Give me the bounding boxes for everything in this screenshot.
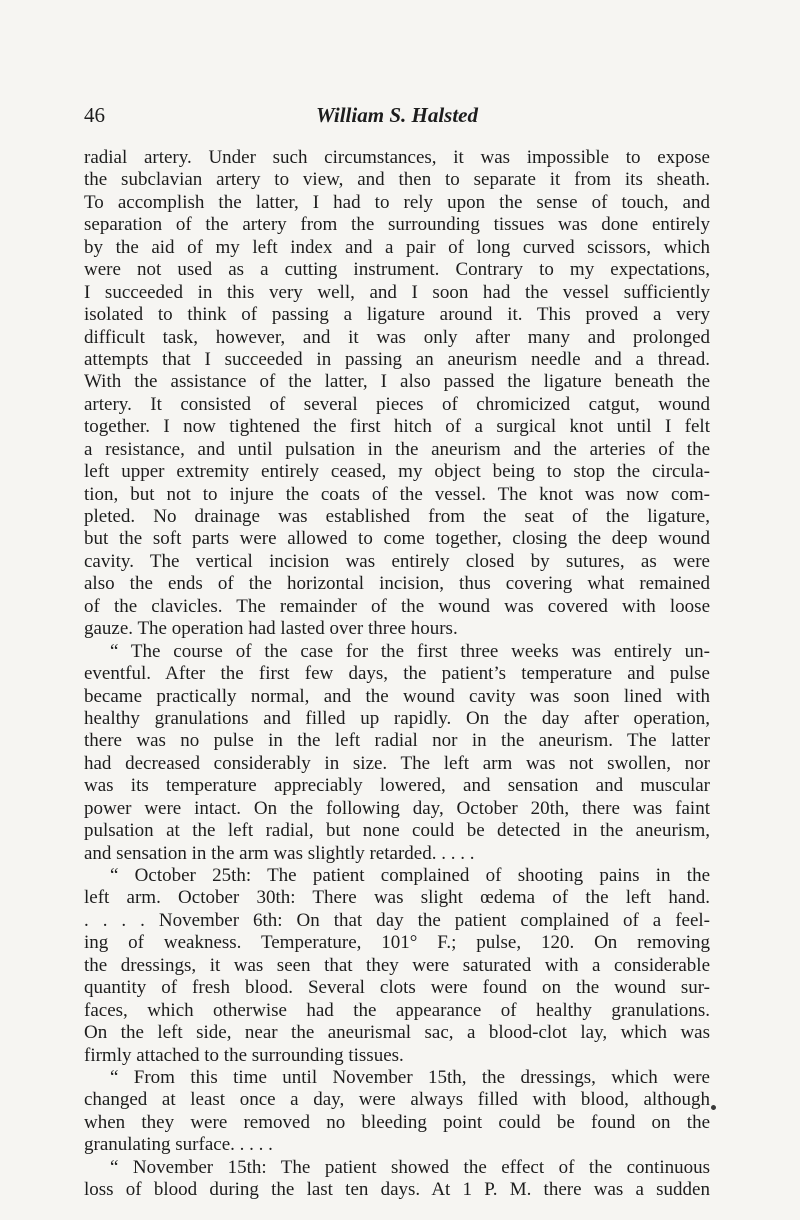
text-line: healthy granulations and filled up rapidly. On the day after operation, [84,707,710,729]
page-header [84,102,710,132]
text-line: changed at least once a day, were always filled with blood, although [84,1089,710,1111]
text-line: artery. It consisted of several pieces of chromicized catgut, wound [84,393,710,415]
text-line: radial artery. Under such circumstances, it was impossible to expose [84,147,710,168]
paragraph-start-line: “ October 25th: The patient complained of shooting pains in the [110,865,710,886]
text-line: I succeeded in this very well, and I soon had the vessel sufficiently [84,281,710,303]
text-line: a resistance, and until pulsation in the aneurism and the arteries of the [84,438,710,460]
paragraph-end-line: firmly attached to the surrounding tissues. [84,1044,404,1066]
paragraph-end-line: granulating surface. . . . . [84,1134,273,1156]
paragraph-start-line: “ November 15th: The patient showed the effect of the continuous [110,1156,710,1178]
body-text [84,147,710,1202]
text-line: together. I now tightened the first hitch of a surgical knot until I felt [84,416,710,438]
text-line: ing of weakness. Temperature, 101° F.; pulse, 120. On removing [84,932,710,954]
paragraph-start-line: “ From this time until November 15th, the dressings, which were [110,1066,710,1088]
running-head: William S. Halsted [316,103,478,127]
text-line: isolated to think of passing a ligature around it. This proved a very [84,304,710,326]
text-line: the dressings, it was seen that they were saturated with a considerable [84,954,710,976]
text-line: loss of blood during the last ten days. At 1 P. M. there was a sudden [84,1179,710,1201]
text-line: by the aid of my left index and a pair of long curved scissors, which [84,236,710,258]
paragraph-end-line: gauze. The operation had lasted over three hours. [84,618,458,640]
text-line: separation of the artery from the surrounding tissues was done entirely [84,214,710,236]
text-line: was its temperature appreciably lowered, and sensation and muscular [84,775,710,797]
text-line: pleted. No drainage was established from the seat of the ligature, [84,506,710,527]
text-line: were not used as a cutting instrument. Contrary to my expectations, [84,259,710,281]
page-number: 46 [84,103,105,127]
text-line: the subclavian artery to view, and then to separate it from its sheath. [84,169,710,191]
text-line: faces, which otherwise had the appearance of healthy granulations. [84,999,710,1021]
text-line: difficult task, however, and it was only after many and prolonged [84,326,710,348]
paragraph-start-line: “ The course of the case for the first three weeks was entirely un- [110,640,710,662]
text-line: there was no pulse in the left radial nor in the aneurism. The latter [84,730,710,752]
text-line: power were intact. On the following day, October 20th, there was faint [84,797,710,819]
text-line: tion, but not to injure the coats of the vessel. The knot was now com- [84,483,710,505]
text-line: pulsation at the left radial, but none could be detected in the aneurism, [84,820,710,842]
ink-speck [710,1104,717,1111]
paragraph-end-line: and sensation in the arm was slightly retarded. . . . . [84,842,475,864]
text-line: also the ends of the horizontal incision, thus covering what remained [84,573,710,595]
text-line: of the clavicles. The remainder of the wound was covered with loose [84,595,710,617]
text-line: On the left side, near the aneurismal sac, a blood-clot lay, which was [84,1022,710,1044]
text-line: . . . . November 6th: On that day the patient complained of a feel- [84,909,710,931]
text-line: To accomplish the latter, I had to rely upon the sense of touch, and [84,191,710,213]
text-line: cavity. The vertical incision was entirely closed by sutures, as were [84,550,710,572]
text-line: attempts that I succeeded in passing an aneurism needle and a thread. [84,348,710,370]
text-line: when they were removed no bleeding point could be found on the [84,1111,710,1133]
text-line: left arm. October 30th: There was slight œdema of the left hand. [84,887,710,909]
text-line: left upper extremity entirely ceased, my object being to stop the circula- [84,461,710,483]
text-line: became practically normal, and the wound cavity was soon lined with [84,685,710,707]
text-line: With the assistance of the latter, I also passed the ligature beneath the [84,371,710,393]
text-line: quantity of fresh blood. Several clots were found on the wound sur- [84,977,710,999]
text-line: but the soft parts were allowed to come together, closing the deep wound [84,528,710,550]
text-line: had decreased considerably in size. The left arm was not swollen, nor [84,752,710,774]
text-line: eventful. After the first few days, the patient’s temperature and pulse [84,663,710,685]
